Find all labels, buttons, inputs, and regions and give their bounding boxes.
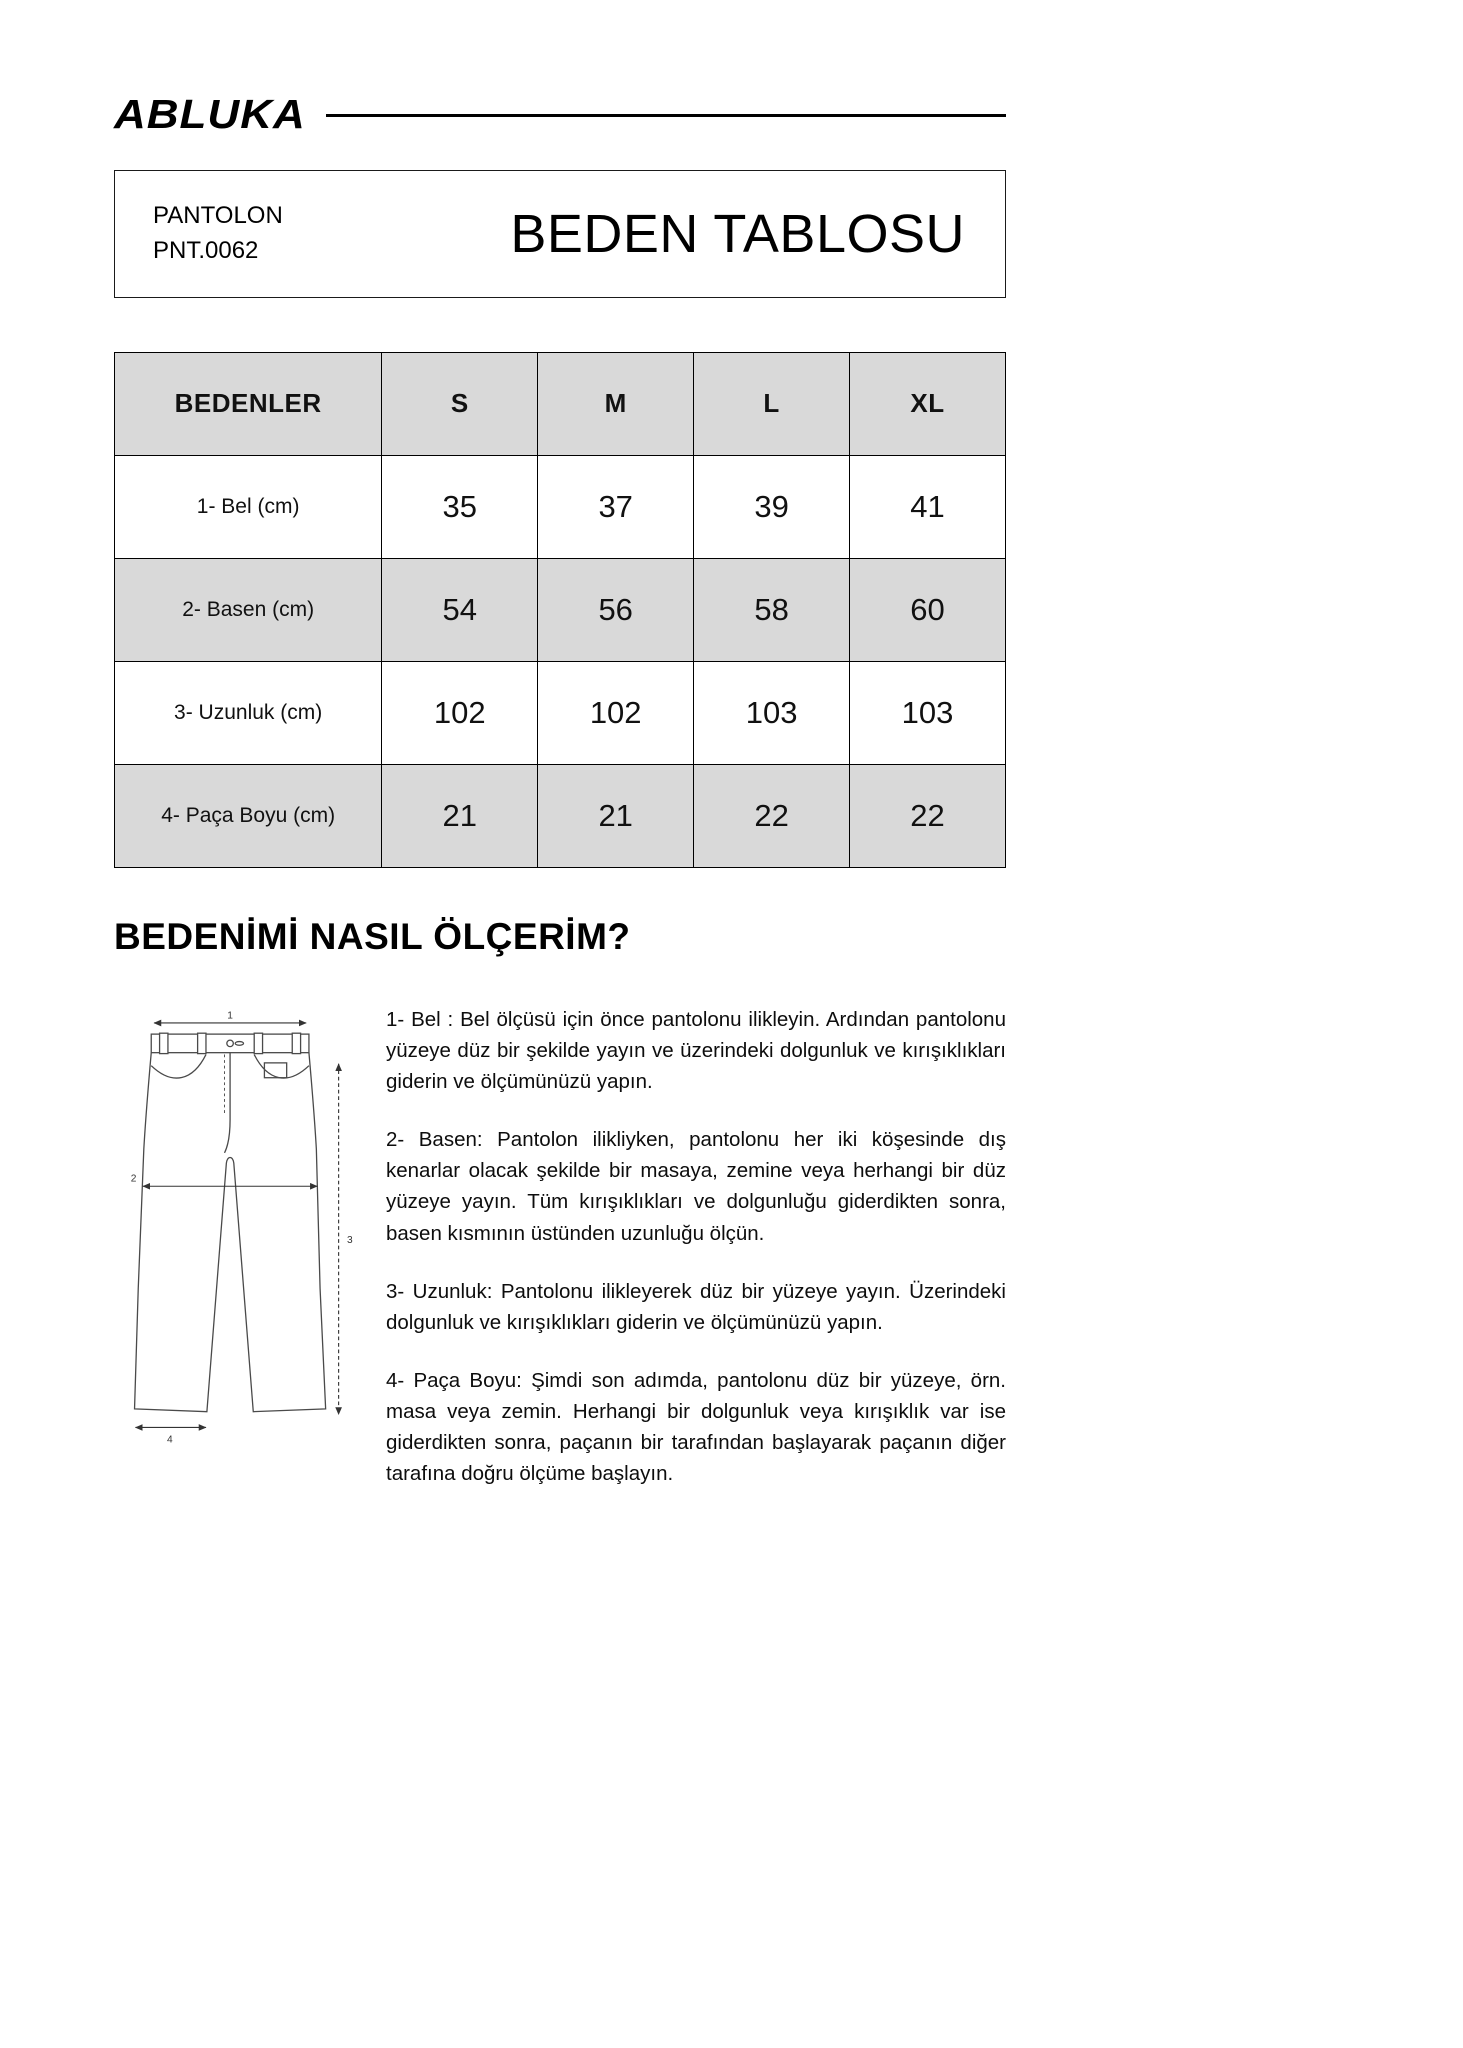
instruction-paca-boyu: 4- Paça Boyu: Şimdi son adımda, pantolonu düz bir yüzeye, örn. masa veya zemin. Herhangi bir dolgunluk veya kırışıklık var ise giderdikten sonra, paçanın bir tarafından başlayarak paçanın diğer tarafına doğru ölçüme başlayın. (386, 1369, 1006, 1486)
title-box (114, 170, 1006, 298)
page-title: BEDEN TABLOSU (510, 203, 965, 264)
brand-divider-line (326, 114, 1006, 117)
length-measure-label: 3 (346, 1234, 353, 1246)
table-row-paca-boyu (115, 764, 1006, 867)
measure-section (114, 1004, 1006, 1490)
size-table (114, 352, 1006, 868)
size-chart-page (114, 0, 1006, 1490)
hip-measure-label: 2 (130, 1173, 137, 1185)
product-type: PANTOLON (153, 202, 283, 229)
pants-diagram (114, 1004, 386, 1490)
cell-bel-s: 35 (382, 455, 538, 558)
table-row-basen (115, 558, 1006, 661)
row-label-paca-boyu: 4- Paça Boyu (cm) (115, 764, 382, 867)
column-header-bedenler: BEDENLER (115, 352, 382, 455)
cell-paca-m: 21 (538, 764, 694, 867)
cell-bel-l: 39 (694, 455, 850, 558)
cell-basen-s: 54 (382, 558, 538, 661)
cell-basen-l: 58 (694, 558, 850, 661)
cell-uzunluk-l: 103 (694, 661, 850, 764)
column-header-l: L (694, 352, 850, 455)
cell-bel-m: 37 (538, 455, 694, 558)
pants-diagram-drawing (128, 1010, 360, 1446)
cell-paca-s: 21 (382, 764, 538, 867)
cell-basen-m: 56 (538, 558, 694, 661)
cell-basen-xl: 60 (850, 558, 1006, 661)
cell-uzunluk-m: 102 (538, 661, 694, 764)
how-to-heading: BEDENİMİ NASIL ÖLÇERİM? (114, 915, 631, 957)
table-row-bel (115, 455, 1006, 558)
cell-uzunluk-xl: 103 (850, 661, 1006, 764)
pants-outline (135, 1033, 326, 1411)
table-header-row (115, 352, 1006, 455)
cell-paca-l: 22 (694, 764, 850, 867)
measuring-instructions (386, 1004, 1006, 1490)
row-label-bel: 1- Bel (cm) (115, 455, 382, 558)
product-code: PNT.0062 (153, 236, 259, 264)
column-header-xl: XL (850, 352, 1006, 455)
column-header-s: S (382, 352, 538, 455)
instruction-basen: 2- Basen: Pantolon ilikliyken, pantolonu her iki köşesinde dış kenarlar olacak şekilde bir masaya, zemine veya herhangi bir düz yüzeye yayın. Tüm kırışıklıkları ve dolgunluğu giderdikten sonra, basen kısmının üstünden uzunluğu ölçün. (386, 1128, 1006, 1245)
instruction-bel: 1- Bel : Bel ölçüsü için önce pantolonu ilikleyin. Ardından pantolonu yüzeye düz bir şekilde yayın ve üzerindeki dolgunluk ve kırışıklıkları giderin ve ölçümünüzü yapın. (386, 1007, 1006, 1093)
cell-uzunluk-s: 102 (382, 661, 538, 764)
row-label-uzunluk: 3- Uzunluk (cm) (115, 661, 382, 764)
row-label-basen: 2- Basen (cm) (115, 558, 382, 661)
waist-measure-label: 1 (227, 1009, 233, 1021)
instruction-uzunluk: 3- Uzunluk: Pantolonu ilikleyerek düz bir yüzeye yayın. Üzerindeki dolgunluk ve kırışıklıkları giderin ve ölçümünüzü yapın. (386, 1279, 1006, 1334)
hem-measure-label: 4 (166, 1433, 173, 1445)
product-info (153, 199, 283, 269)
column-header-m: M (538, 352, 694, 455)
cell-bel-xl: 41 (850, 455, 1006, 558)
table-row-uzunluk (115, 661, 1006, 764)
brand-logo: ABLUKA (114, 92, 306, 138)
brand-header (114, 90, 1006, 140)
cell-paca-xl: 22 (850, 764, 1006, 867)
